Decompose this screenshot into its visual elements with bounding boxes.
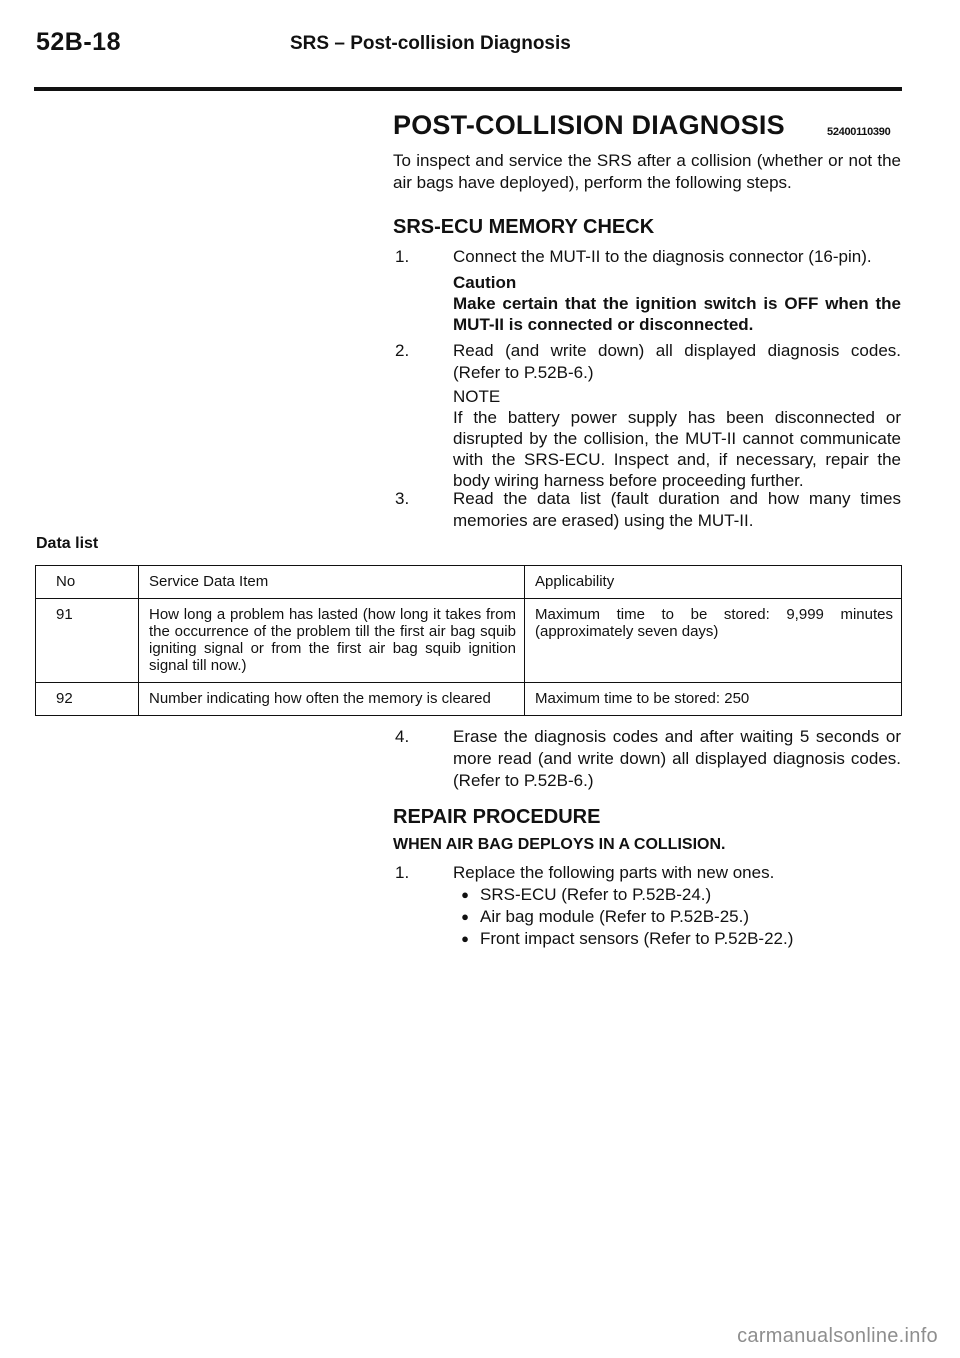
step-number: 3. xyxy=(395,489,410,508)
step-number: 4. xyxy=(395,727,410,746)
table-header-cell: Service Data Item xyxy=(139,566,525,599)
list-item-text: Air bag module (Refer to P.52B-25.) xyxy=(480,907,749,926)
table-header-cell: Applicability xyxy=(525,566,902,599)
step-number: 1. xyxy=(395,863,410,882)
list-item xyxy=(448,928,868,950)
memory-check-step-1 xyxy=(393,246,901,268)
table-row xyxy=(36,599,902,683)
bullet-icon: ● xyxy=(461,887,469,902)
section-title: SRS – Post-collision Diagnosis xyxy=(290,33,571,54)
row-number: 91 xyxy=(36,599,139,683)
note-title: NOTE xyxy=(453,387,501,406)
list-item xyxy=(448,906,868,928)
bullet-icon: ● xyxy=(461,909,469,924)
row-applicability: Maximum time to be stored: 9,999 minutes (approximately seven days) xyxy=(525,599,902,683)
step-text: Read (and write down) all displayed diagnosis codes. (Refer to P.52B-6.) xyxy=(453,341,901,382)
list-item xyxy=(448,884,868,906)
intro-paragraph: To inspect and service the SRS after a collision (whether or not the air bags have deployed), perform the following steps. xyxy=(393,151,901,192)
repair-step-1 xyxy=(393,862,901,884)
step-text: Read the data list (fault duration and how many times memories are erased) using the MUT-II. xyxy=(453,489,901,530)
list-item-text: Front impact sensors (Refer to P.52B-22.) xyxy=(480,929,794,948)
caution-block xyxy=(453,272,901,335)
replacement-parts-list xyxy=(448,884,868,950)
step-text: Connect the MUT-II to the diagnosis connector (16-pin). xyxy=(453,247,872,266)
list-item-text: SRS-ECU (Refer to P.52B-24.) xyxy=(480,885,712,904)
table-row xyxy=(36,683,902,716)
data-list-label: Data list xyxy=(36,535,99,552)
note-text: If the battery power supply has been disconnected or disrupted by the collision, the MUT-II cannot communicate with the SRS-ECU. Inspect and, if necessary, repair the body wiring harness before proceeding further. xyxy=(453,408,901,490)
step-number: 2. xyxy=(395,341,410,360)
step-text: Replace the following parts with new ones. xyxy=(453,863,775,882)
step-text: Erase the diagnosis codes and after waiting 5 seconds or more read (and write down) all displayed diagnosis codes. (Refer to P.52B-6.) xyxy=(453,727,901,790)
memory-check-heading: SRS-ECU MEMORY CHECK xyxy=(393,216,655,238)
repair-subheading: WHEN AIR BAG DEPLOYS IN A COLLISION. xyxy=(393,836,726,853)
caution-title: Caution xyxy=(453,273,517,292)
row-item: Number indicating how often the memory is cleared xyxy=(139,683,525,716)
header-rule xyxy=(34,87,902,91)
row-applicability: Maximum time to be stored: 250 xyxy=(525,683,902,716)
memory-check-step-2 xyxy=(393,340,901,384)
table-header-cell: No xyxy=(36,566,139,599)
table-header-row xyxy=(36,566,902,599)
watermark: carmanualsonline.info xyxy=(737,1325,938,1347)
memory-check-step-3 xyxy=(393,488,901,532)
caution-text: Make certain that the ignition switch is OFF when the MUT-II is connected or disconnected. xyxy=(453,294,901,334)
step-4 xyxy=(393,726,901,792)
data-list-table xyxy=(35,565,902,716)
step-number: 1. xyxy=(395,247,410,266)
note-block xyxy=(453,386,901,491)
page-title: POST-COLLISION DIAGNOSIS xyxy=(393,110,785,140)
page-number: 52B-18 xyxy=(36,28,121,56)
bullet-icon: ● xyxy=(461,931,469,946)
row-number: 92 xyxy=(36,683,139,716)
row-item: How long a problem has lasted (how long it takes from the occurrence of the problem till the first air bag squib igniting signal or from the first air bag squib ignition signal till now.) xyxy=(139,599,525,683)
document-code: 52400110390 xyxy=(827,126,891,138)
repair-heading: REPAIR PROCEDURE xyxy=(393,806,601,828)
